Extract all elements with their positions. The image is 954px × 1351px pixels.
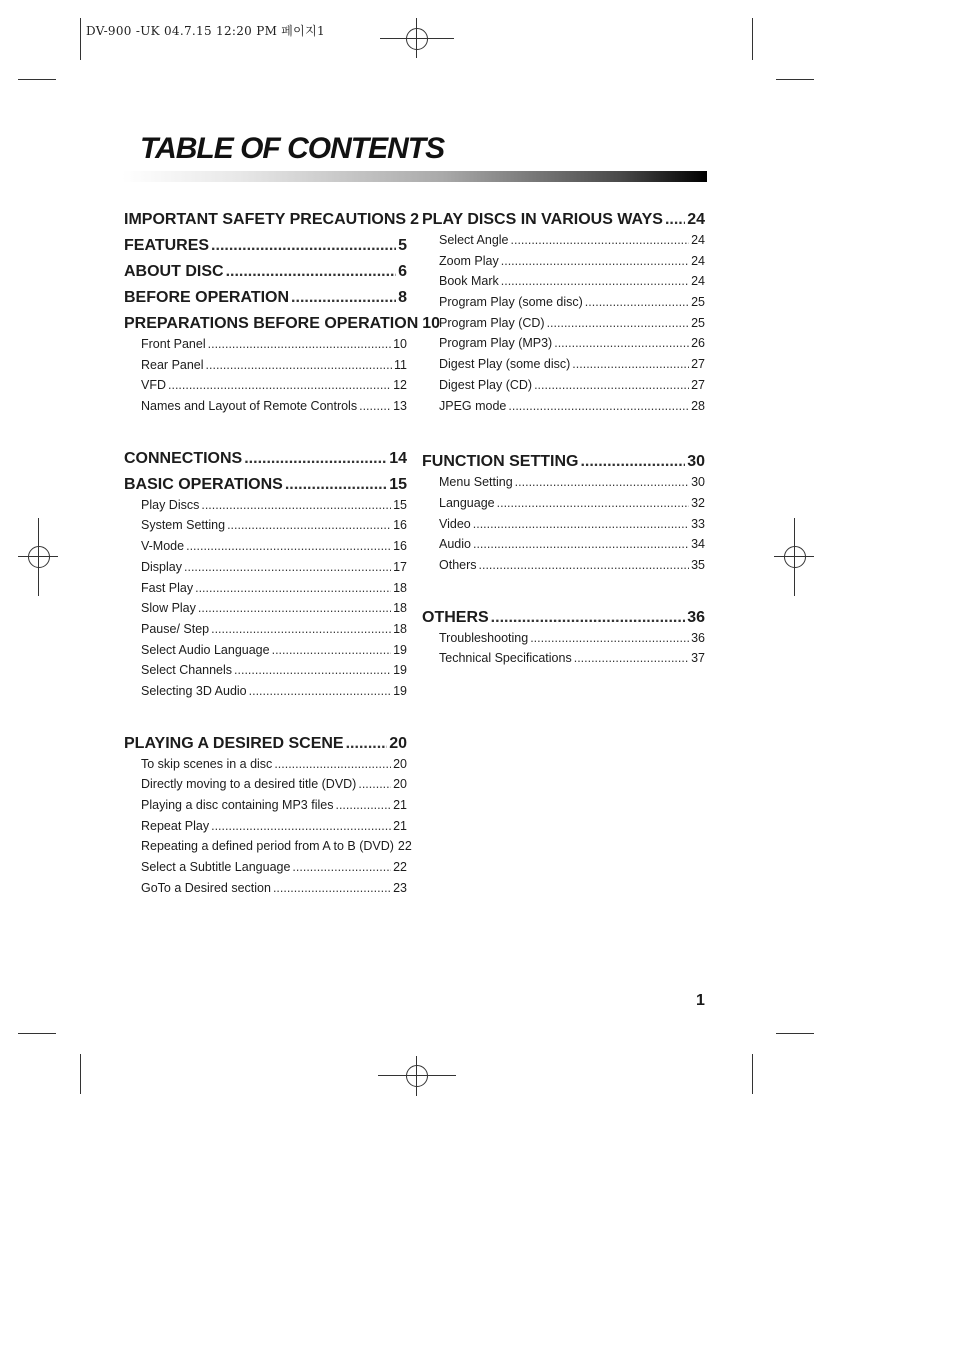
toc-section-entry[interactable] bbox=[124, 263, 407, 284]
dot-leader bbox=[359, 399, 391, 413]
toc-group bbox=[124, 735, 407, 756]
dot-leader bbox=[208, 337, 391, 351]
toc-section-entry[interactable] bbox=[124, 289, 407, 310]
toc-group bbox=[422, 453, 705, 474]
dot-leader bbox=[580, 453, 685, 471]
toc-entry-label: Digest Play (some disc) bbox=[439, 357, 571, 372]
toc-group bbox=[422, 609, 705, 630]
toc-entry-page: 6 bbox=[398, 263, 407, 280]
toc-entry-label: PREPARATIONS BEFORE OPERATION bbox=[124, 315, 419, 332]
toc-entry-label: Menu Setting bbox=[439, 475, 513, 490]
toc-section-entry[interactable] bbox=[422, 609, 705, 630]
toc-subentry[interactable] bbox=[422, 651, 705, 672]
toc-subentry[interactable] bbox=[124, 581, 407, 602]
toc-entry-page: 33 bbox=[691, 516, 705, 531]
dot-leader bbox=[358, 777, 391, 791]
toc-subentry[interactable] bbox=[124, 860, 407, 881]
toc-entry-page: 35 bbox=[691, 557, 705, 572]
toc-entry-label: Audio bbox=[439, 537, 471, 552]
dot-leader bbox=[547, 316, 690, 330]
toc-sublist bbox=[124, 498, 407, 705]
toc-entry-label: Zoom Play bbox=[439, 253, 499, 268]
dot-leader bbox=[201, 498, 391, 512]
toc-entry-page: 21 bbox=[393, 798, 407, 812]
dot-leader bbox=[530, 631, 689, 645]
toc-entry-label: PLAY DISCS IN VARIOUS WAYS bbox=[422, 211, 663, 228]
registration-line bbox=[794, 518, 795, 596]
toc-subentry[interactable] bbox=[422, 496, 705, 517]
toc-entry-label: Others bbox=[439, 557, 477, 572]
toc-entry-page: 30 bbox=[691, 475, 705, 490]
toc-subentry[interactable] bbox=[124, 498, 407, 519]
page-title: TABLE OF CONTENTS bbox=[140, 132, 445, 165]
dot-leader bbox=[195, 581, 391, 595]
toc-subentry[interactable] bbox=[422, 336, 705, 357]
dot-leader bbox=[227, 518, 391, 532]
toc-entry-page: 34 bbox=[691, 537, 705, 552]
toc-entry-label: FUNCTION SETTING bbox=[422, 453, 579, 471]
dot-leader bbox=[186, 539, 391, 553]
toc-entry-page: 16 bbox=[393, 518, 407, 533]
dot-leader bbox=[574, 651, 689, 665]
crop-mark bbox=[80, 18, 81, 60]
toc-entry-label: Play Discs bbox=[141, 497, 200, 512]
toc-entry-page: 28 bbox=[691, 398, 705, 413]
toc-entry-label: V-Mode bbox=[141, 539, 185, 554]
toc-entry-page: 19 bbox=[393, 683, 407, 698]
toc-subentry[interactable] bbox=[422, 517, 705, 538]
crop-mark bbox=[776, 1033, 814, 1034]
toc-sublist bbox=[422, 631, 705, 672]
toc-entry-label: Digest Play (CD) bbox=[439, 377, 533, 392]
crop-mark bbox=[752, 1054, 753, 1094]
dot-leader bbox=[473, 517, 689, 531]
toc-entry-page: 12 bbox=[393, 378, 407, 393]
toc-entry-page: 37 bbox=[691, 651, 705, 666]
toc-sublist bbox=[422, 475, 705, 578]
toc-subentry[interactable] bbox=[422, 233, 705, 254]
toc-entry-page: 25 bbox=[691, 295, 705, 310]
toc-entry-label: Language bbox=[439, 495, 495, 510]
toc-subentry[interactable] bbox=[422, 558, 705, 579]
toc-entry-page: 36 bbox=[687, 608, 705, 626]
dot-leader bbox=[168, 378, 391, 392]
dot-leader bbox=[211, 819, 391, 833]
toc-entry-label: CONNECTIONS bbox=[124, 449, 243, 467]
toc-subentry[interactable] bbox=[124, 757, 407, 778]
toc-entry-label: Slow Play bbox=[141, 601, 196, 616]
toc-entry-label: Troubleshooting bbox=[439, 630, 529, 645]
toc-subentry[interactable] bbox=[124, 622, 407, 643]
toc-subentry[interactable] bbox=[422, 357, 705, 378]
title-gradient-bar bbox=[122, 171, 707, 182]
toc-entry-label: Directly moving to a desired title (DVD) bbox=[141, 777, 357, 792]
toc-entry-page: 21 bbox=[393, 818, 407, 833]
toc-entry-page: 25 bbox=[691, 315, 705, 330]
toc-entry-label: GoTo a Desired section bbox=[141, 880, 271, 895]
toc-sublist bbox=[422, 233, 705, 419]
registration-line bbox=[416, 18, 417, 58]
dot-leader bbox=[572, 357, 689, 371]
toc-entry-page: 24 bbox=[691, 233, 705, 247]
toc-section-entry[interactable] bbox=[124, 735, 407, 756]
toc-entry-page: 36 bbox=[691, 630, 705, 645]
toc-entry-label: JPEG mode bbox=[439, 398, 507, 413]
toc-entry-page: 20 bbox=[393, 756, 407, 771]
toc-entry-page: 15 bbox=[389, 475, 407, 493]
toc-subentry[interactable] bbox=[124, 358, 407, 379]
toc-section-entry[interactable] bbox=[422, 211, 705, 232]
crop-mark bbox=[752, 18, 753, 60]
toc-entry-page: 18 bbox=[393, 601, 407, 616]
toc-subentry[interactable] bbox=[422, 475, 705, 496]
toc-entry-page: 30 bbox=[687, 453, 705, 471]
dot-leader bbox=[234, 663, 391, 677]
dot-leader bbox=[272, 643, 392, 657]
toc-entry-label: Select a Subtitle Language bbox=[141, 860, 291, 875]
dot-leader bbox=[554, 336, 689, 350]
toc-entry-page: 24 bbox=[687, 211, 705, 228]
crop-mark bbox=[18, 1033, 56, 1034]
toc-entry-page: 16 bbox=[393, 539, 407, 554]
dot-leader bbox=[244, 450, 387, 468]
toc-entry-label: Select Angle bbox=[439, 233, 509, 247]
dot-leader bbox=[184, 560, 391, 574]
dot-leader bbox=[497, 496, 689, 510]
toc-entry-page: 22 bbox=[393, 860, 407, 875]
crop-mark bbox=[776, 79, 814, 80]
toc-entry-page: 20 bbox=[389, 734, 407, 752]
toc-section-entry[interactable] bbox=[124, 450, 407, 471]
toc-entry-page: 24 bbox=[691, 253, 705, 268]
toc-entry-label: Selecting 3D Audio bbox=[141, 683, 247, 698]
toc-entry-label: Rear Panel bbox=[141, 357, 204, 372]
toc-entry-page: 27 bbox=[691, 377, 705, 392]
toc-entry-page: 24 bbox=[691, 274, 705, 289]
toc-subentry[interactable] bbox=[422, 399, 705, 420]
toc-entry-label: IMPORTANT SAFETY PRECAUTIONS bbox=[124, 211, 407, 228]
toc-group bbox=[124, 211, 441, 336]
registration-line bbox=[416, 1056, 417, 1096]
dot-leader bbox=[511, 233, 690, 247]
toc-entry-page: 10 bbox=[422, 315, 441, 332]
toc-entry-label: Pause/ Step bbox=[141, 621, 210, 636]
dot-leader bbox=[285, 476, 387, 494]
toc-entry-page: 18 bbox=[393, 621, 407, 636]
dot-leader bbox=[211, 622, 391, 636]
toc-entry-label: Front Panel bbox=[141, 337, 206, 351]
toc-entry-page: 18 bbox=[393, 580, 407, 595]
toc-group bbox=[124, 450, 407, 497]
toc-entry-page: 22 bbox=[397, 839, 412, 854]
toc-subentry[interactable] bbox=[124, 378, 407, 399]
toc-entry-label: Names and Layout of Remote Controls bbox=[141, 399, 358, 414]
toc-entry-label: Display bbox=[141, 559, 182, 574]
toc-entry-label: VFD bbox=[141, 378, 166, 393]
registration-line bbox=[380, 38, 454, 39]
dot-leader bbox=[479, 558, 690, 572]
toc-entry-page: 19 bbox=[393, 642, 407, 657]
toc-entry-label: Select Audio Language bbox=[141, 642, 270, 657]
toc-entry-label: Program Play (CD) bbox=[439, 315, 545, 330]
toc-section-entry[interactable] bbox=[124, 237, 407, 258]
toc-subentry[interactable] bbox=[422, 254, 705, 275]
toc-entry-label: Program Play (some disc) bbox=[439, 295, 583, 310]
dot-leader bbox=[335, 798, 391, 812]
toc-subentry[interactable] bbox=[124, 337, 407, 358]
toc-subentry[interactable] bbox=[124, 663, 407, 684]
toc-subentry[interactable] bbox=[124, 819, 407, 840]
toc-entry-page: 2 bbox=[410, 211, 419, 228]
registration-mark-icon bbox=[784, 546, 806, 568]
toc-subentry[interactable] bbox=[124, 601, 407, 622]
toc-entry-label: Select Channels bbox=[141, 663, 233, 678]
dot-leader bbox=[273, 881, 391, 895]
dot-leader bbox=[585, 295, 689, 309]
toc-entry-page: 27 bbox=[691, 357, 705, 372]
toc-entry-label: Video bbox=[439, 516, 471, 531]
toc-entry-label: Playing a disc containing MP3 files bbox=[141, 798, 334, 812]
toc-entry-page: 19 bbox=[393, 663, 407, 678]
toc-subentry[interactable] bbox=[124, 539, 407, 560]
toc-subentry[interactable] bbox=[124, 643, 407, 664]
toc-entry-label: Repeat Play bbox=[141, 818, 210, 833]
toc-column-left bbox=[124, 211, 441, 901]
toc-subentry[interactable] bbox=[124, 798, 407, 819]
toc-entry-label: FEATURES bbox=[124, 237, 210, 254]
toc-subentry[interactable] bbox=[124, 881, 407, 902]
registration-line bbox=[38, 518, 39, 596]
dot-leader bbox=[211, 237, 396, 255]
toc-entry-label: Technical Specifications bbox=[439, 651, 572, 666]
dot-leader bbox=[226, 263, 397, 281]
toc-entry-page: 14 bbox=[389, 449, 407, 467]
toc-entry-page: 10 bbox=[393, 337, 407, 351]
toc-entry-label: System Setting bbox=[141, 518, 226, 533]
toc-section-entry[interactable] bbox=[124, 476, 407, 497]
toc-entry-page: 32 bbox=[691, 495, 705, 510]
toc-column-right bbox=[422, 211, 705, 672]
dot-leader bbox=[292, 860, 391, 874]
dot-leader bbox=[501, 274, 689, 288]
toc-entry-label: BASIC OPERATIONS bbox=[124, 475, 283, 493]
dot-leader bbox=[206, 358, 392, 372]
dot-leader bbox=[491, 609, 686, 627]
toc-entry-label: PLAYING A DESIRED SCENE bbox=[124, 734, 344, 752]
crop-mark bbox=[80, 1054, 81, 1094]
toc-section-entry[interactable] bbox=[124, 211, 419, 232]
dot-leader bbox=[249, 684, 391, 698]
registration-mark-icon bbox=[406, 1065, 428, 1087]
dot-leader bbox=[508, 399, 689, 413]
toc-entry-page: 5 bbox=[398, 237, 407, 254]
toc-subentry[interactable] bbox=[124, 560, 407, 581]
toc-subentry[interactable] bbox=[422, 316, 705, 337]
registration-mark-icon bbox=[28, 546, 50, 568]
crop-mark bbox=[18, 79, 56, 80]
toc-subentry[interactable] bbox=[124, 839, 412, 860]
toc-entry-label: ABOUT DISC bbox=[124, 263, 224, 280]
dot-leader bbox=[291, 289, 396, 307]
toc-section-entry[interactable] bbox=[124, 315, 441, 336]
dot-leader bbox=[534, 378, 689, 392]
toc-entry-page: 23 bbox=[393, 880, 407, 895]
dot-leader bbox=[274, 757, 391, 771]
dot-leader bbox=[515, 475, 689, 489]
toc-entry-page: 26 bbox=[691, 336, 705, 351]
registration-mark-icon bbox=[406, 28, 428, 50]
print-slug: DV-900 -UK 04.7.15 12:20 PM 페이지1 bbox=[86, 24, 325, 38]
toc-entry-page: 20 bbox=[393, 777, 407, 792]
toc-subentry[interactable] bbox=[422, 537, 705, 558]
toc-subentry[interactable] bbox=[124, 684, 407, 705]
toc-entry-label: Fast Play bbox=[141, 580, 194, 595]
toc-entry-label: Program Play (MP3) bbox=[439, 336, 553, 351]
toc-entry-label: To skip scenes in a disc bbox=[141, 756, 273, 771]
page-number: 1 bbox=[696, 992, 705, 1009]
toc-sublist bbox=[124, 337, 407, 420]
toc-subentry[interactable] bbox=[422, 378, 705, 399]
dot-leader bbox=[665, 211, 685, 229]
dot-leader bbox=[501, 254, 689, 268]
registration-line bbox=[378, 1075, 456, 1076]
dot-leader bbox=[473, 537, 689, 551]
toc-entry-page: 8 bbox=[398, 289, 407, 306]
toc-entry-page: 15 bbox=[393, 497, 407, 512]
toc-subentry[interactable] bbox=[124, 399, 407, 420]
dot-leader bbox=[346, 735, 388, 753]
toc-entry-page: 17 bbox=[393, 559, 407, 574]
toc-entry-page: 13 bbox=[393, 399, 407, 414]
toc-subentry[interactable] bbox=[124, 518, 407, 539]
toc-subentry[interactable] bbox=[422, 274, 705, 295]
toc-sublist bbox=[124, 756, 412, 902]
toc-group bbox=[422, 211, 705, 232]
dot-leader bbox=[198, 601, 391, 615]
toc-subentry[interactable] bbox=[422, 295, 705, 316]
toc-entry-label: OTHERS bbox=[422, 608, 489, 626]
toc-section-entry[interactable] bbox=[422, 453, 705, 474]
toc-subentry[interactable] bbox=[422, 631, 705, 652]
toc-entry-label: Repeating a defined period from A to B (DVD) bbox=[141, 839, 394, 854]
toc-entry-page: 11 bbox=[394, 357, 407, 372]
toc-entry-label: BEFORE OPERATION bbox=[124, 289, 290, 306]
toc-subentry[interactable] bbox=[124, 777, 407, 798]
toc-entry-label: Book Mark bbox=[439, 274, 499, 289]
